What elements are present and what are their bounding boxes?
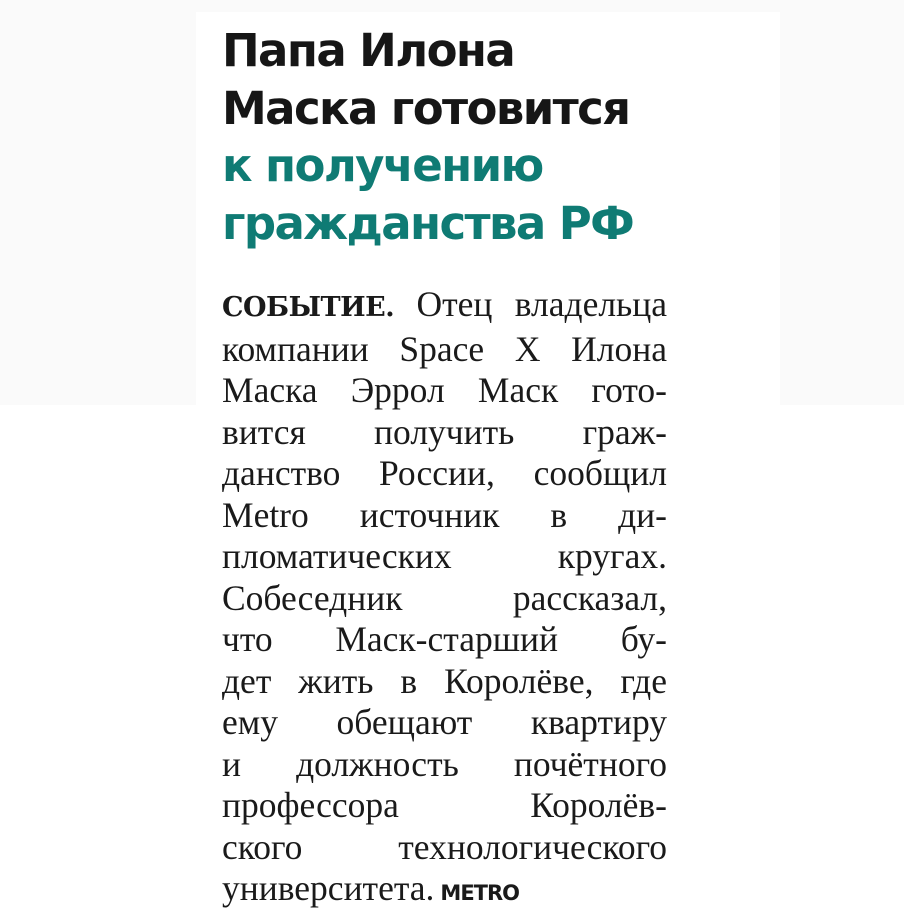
body-line-15-text: университета. [222,868,435,908]
body-line-12: и должность почётного [222,743,667,784]
body-line-6: Metro источник в ди- [222,494,667,535]
body-line-15 [222,868,667,915]
article [222,22,667,915]
article-body [222,284,667,915]
body-line-1 [222,284,667,329]
body-line-1-text: Отец владельца [394,284,667,324]
body-line-13: профессора Королёв- [222,785,667,825]
body-line-5: данство России, сообщил [222,453,667,493]
headline-accent-line-2: гражданства РФ [222,196,634,250]
body-line-14: ского технологического [222,826,667,867]
body-line-10: дет жить в Королёве, где [222,660,667,701]
body-line-9: что Маск-старший бу- [222,619,667,659]
body-line-2: компании Space X Илона [222,328,667,369]
headline-line-1: Папа Илона [222,24,515,77]
rubric-label: СОБЫТИЕ. [222,292,395,323]
body-line-7: пломатических кругах. [222,536,667,576]
headline-line-2: Маска готовится [222,81,630,135]
body-line-3: Маска Эррол Маск гото- [222,370,667,410]
source-signature: METRO [440,881,520,905]
headline [222,22,667,252]
body-line-8: Собеседник рассказал, [222,577,667,618]
headline-accent-line-1: к получению [222,139,543,192]
body-line-11: ему обещают квартиру [222,702,667,742]
body-line-4: вится получить граж- [222,411,667,452]
